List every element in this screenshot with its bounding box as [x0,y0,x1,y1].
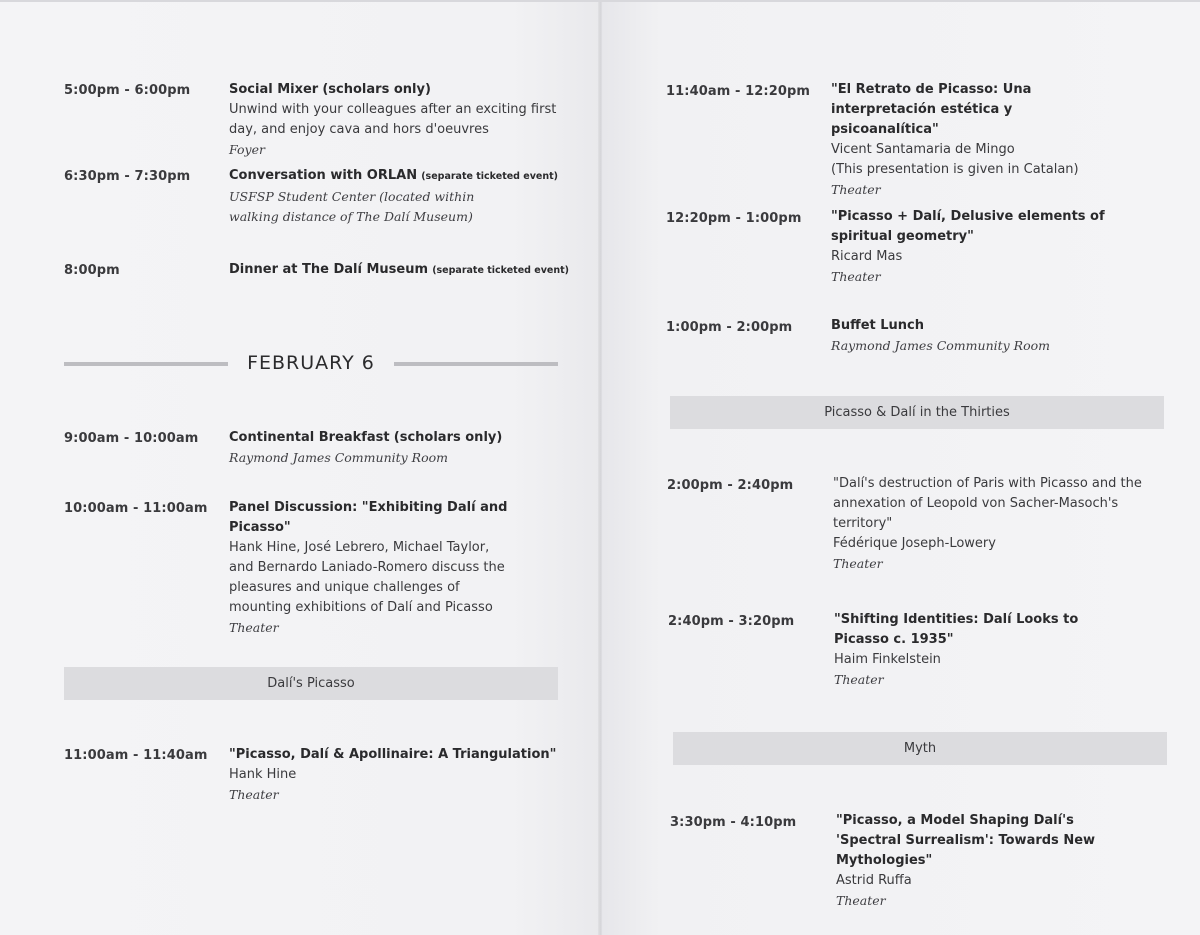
event-dinner [229,260,574,281]
event-title: Panel Discussion: "Exhibiting Dalí and Picasso" [229,500,508,535]
event-time: 11:00am - 11:40am [64,748,208,763]
event-title: Buffet Lunch [831,318,925,333]
event-triangulation [229,745,559,805]
event-time: 5:00pm - 6:00pm [64,83,191,98]
section-band-label: Picasso & Dalí in the Thirties [824,405,1010,420]
event-title: Continental Breakfast [229,430,390,445]
event-location: Theater [229,620,279,635]
event-breakfast [229,428,559,468]
event-title-note: (scholars only) [322,82,431,97]
event-time: 8:00pm [64,263,120,278]
event-speaker: Vicent Santamaria de Mingo [831,142,1015,157]
event-speaker: Haim Finkelstein [834,652,941,667]
event-title: "Picasso, Dalí & Apollinaire: A Triangulation" [229,747,557,762]
event-title: Social Mixer [229,82,319,97]
event-location: Foyer [229,142,265,157]
date-heading-label: FEBRUARY 6 [247,352,375,374]
event-title: "Picasso, a Model Shaping Dalí's 'Spectral Surrealism': Towards New Mythologies" [836,813,1096,868]
date-heading [64,352,558,382]
event-title: Conversation with ORLAN [229,168,418,183]
section-band-thirties [670,396,1164,429]
event-title: "El Retrato de Picasso: Una interpretación estética y psicoanalítica" [831,82,1032,137]
event-location: Theater [836,893,886,908]
page-fold [598,0,602,935]
event-location: Theater [833,556,883,571]
event-location: Theater [831,182,881,197]
event-title-note: (separate ticketed event) [421,171,559,182]
event-time: 2:40pm - 3:20pm [668,614,795,629]
event-location: Theater [834,672,884,687]
event-title: "Dalí's destruction of Paris with Picasso and the annexation of Leopold von Sacher-Masoch's territory" [833,476,1142,531]
event-location: Theater [229,787,279,802]
event-location: Raymond James Community Room [229,450,448,465]
event-location: USFSP Student Center (located within walking distance of The Dalí Museum) [229,189,475,224]
event-buffet-lunch [831,316,1161,356]
event-social-mixer [229,80,559,160]
section-band-myth [673,732,1167,765]
page-top-edge [0,0,1200,2]
event-speaker: Ricard Mas [831,249,903,264]
event-speaker: Fédérique Joseph-Lowery [833,536,996,551]
event-conversation-orlan [229,166,569,227]
event-panel-discussion [229,498,559,638]
event-time: 6:30pm - 7:30pm [64,169,191,184]
event-time: 11:40am - 12:20pm [666,84,811,99]
section-band-label: Myth [903,741,937,756]
event-spectral-surrealism [836,811,1136,911]
event-location: Raymond James Community Room [831,338,1050,353]
event-description: Unwind with your colleagues after an exciting first day, and enjoy cava and hors d'oeuvres [229,102,557,137]
event-title: Dinner at The Dalí Museum [229,262,429,277]
event-note: (This presentation is given in Catalan) [831,162,1079,177]
event-time: 12:20pm - 1:00pm [666,211,802,226]
event-title: "Shifting Identities: Dalí Looks to Picasso c. 1935" [834,612,1079,647]
event-time: 1:00pm - 2:00pm [666,320,793,335]
event-speaker: Astrid Ruffa [836,873,912,888]
event-time: 2:00pm - 2:40pm [667,478,794,493]
event-title-note: (scholars only) [393,430,503,445]
event-time: 9:00am - 10:00am [64,431,199,446]
event-destruction-of-paris [833,474,1168,574]
right-page [600,0,1200,935]
event-time: 3:30pm - 4:10pm [670,815,797,830]
event-title-note: (separate ticketed event) [432,265,569,276]
event-speaker: Hank Hine [229,767,297,782]
section-band-dalis-picasso [64,667,558,700]
event-shifting-identities [834,610,1134,690]
event-description: Hank Hine, José Lebrero, Michael Taylor, and Bernardo Laniado-Romero discuss the pleasures and unique challenges of mounting exhibitions of Dalí and Picasso [229,540,505,615]
event-el-retrato [831,80,1161,200]
event-title: "Picasso + Dalí, Delusive elements of spiritual geometry" [831,209,1105,244]
event-time: 10:00am - 11:00am [64,501,208,516]
event-location: Theater [831,269,881,284]
event-spiritual-geometry [831,207,1161,287]
section-band-label: Dalí's Picasso [267,676,355,691]
heading-rule-right [394,362,558,366]
